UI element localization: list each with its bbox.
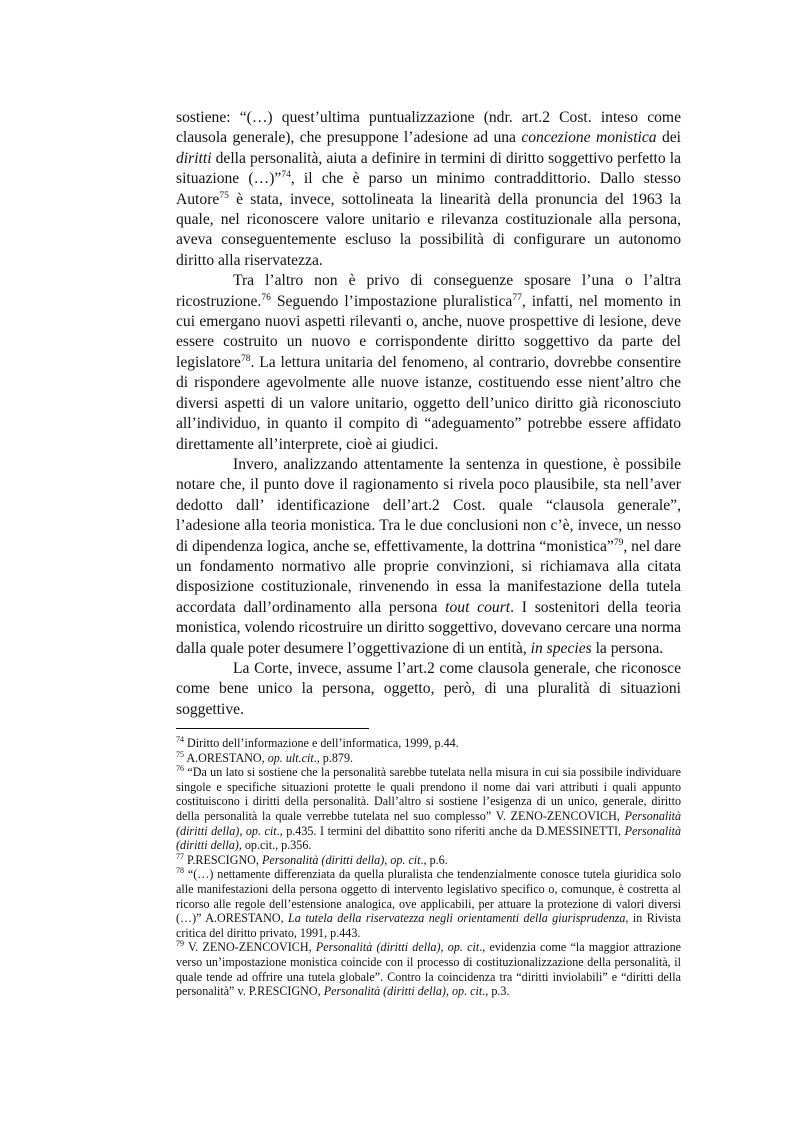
footnote-75: $^{75}$ A.ORESTANO, op. ult.cit., p.879.: [176, 749, 354, 765]
footnote-ref-74[interactable]: 74: [281, 170, 291, 181]
footnote-ref-79[interactable]: 79: [613, 537, 624, 548]
footnote-77: $^{77}$ P.RESCIGNO, Personalità (diritti della), op. cit., p.6.: [176, 851, 448, 867]
footnote-74: $^{74}$ Diritto dell’informazione e dell’informatica, 1999, p.44.: [176, 734, 459, 750]
paragraph-2: Tra l’altro non è privo di conseguenze sposare l’una o l’altra ricostruzione.$^{76}$ Seguendo l’impostazione pluralistica$^{77}$, infatti, nel momento in cui emergano nuovi aspetti rilevanti o, anche, nuove prospettive di lesione, deve essere costruito un nuovo e corrispondente diritto soggettivo da parte del legislatore$^{78}$. La lettura unitaria del fenomeno, al contrario, dovrebbe consentire di rispondere agevolmente alle nuove istanze, costituendo esse nient’altro che diversi aspetti di un valore unitario, oggetto dell’unico diritto già riconosciuto all’individuo, in quanto il compito di “adeguamento” potrebbe essere affidato direttamente all’interprete, cioè ai giudici.: [176, 272, 681, 453]
paragraph-3: Invero, analizzando attentamente la sentenza in questione, è possibile notare che, il punto dove il ragionamento si rivela poco plausibile, sta nell’aver dedotto dall’ identificazione dell’art.2 Cost. quale “clausola generale”, l’adesione alla teoria monistica. Tra le due conclusioni non c’è, invece, un nesso di dipendenza logica, anche se, effettivamente, la dottrina “monistica”$^{79}$, nel dare un fondamento normativo alle proprie convinzioni, si richiamava alla citata disposizione costituzionale, rinvenendo in essa la manifestazione della tutela accordata dall’ordinamento alla persona tout court. I sostenitori della teoria monistica, volendo ricostruire un diritto soggettivo, dovevano cercare una norma dalla quale poter desumere l’oggettivazione di un entità, in species la persona.: [176, 455, 681, 657]
footnote-ref-78[interactable]: 78: [240, 353, 251, 364]
paragraph-4: La Corte, invece, assume l’art.2 come clausola generale, che riconosce come bene unico la persona, oggetto, però, di una pluralità di situazioni soggettive.: [176, 659, 681, 718]
footnote-ref-75[interactable]: 75: [219, 190, 229, 201]
footnote-76: $^{76}$ “Da un lato si sostiene che la personalità sarebbe tutelata nella misura in cui sia possibile individuare singole e specifiche situazioni protette le quali prendono il nome dai vari attributi i quali appunto costituiscono i diritti della personalità. Dall’altro si sostiene l’esigenza di un unico, generale, diritto della personalità la quale verrebbe tutelata nel suo complesso” V. ZENO-ZENCOVICH, Personalità (diritti della), op. cit., p.435. I termini del dibattito sono riferiti anche da D.MESSINETTI, Personalità (diritti della), op.cit., p.356.: [176, 764, 681, 853]
paragraph-1: sostiene: “(…) quest’ultima puntualizzazione (ndr. art.2 Cost. inteso come clausola generale), che presuppone l’adesione ad una concezione monistica dei diritti della personalità, aiuta a definire in termini di diritto soggettivo perfetto la situazione (…)”$^{74}$, il che è parso un minimo contraddittorio. Dallo stesso Autore$^{75}$ è stata, invece, sottolineata la linearità della pronuncia del 1963 la quale, nel riconoscere valore unitario e rilevanza costituzionale alla persona, aveva conseguentemente escluso la possibilità di configurare un autonomo diritto alla riservatezza.: [176, 109, 681, 269]
footnotes: [176, 736, 681, 999]
footnote-separator: [176, 728, 369, 729]
footnote-78: $^{78}$ “(…) nettamente differenziata da quella pluralista che tendenzialmente conosce tutela giuridica solo alle manifestazioni della persona oggetto di intervento legislativo specifico o, comunque, è costretta al ricorso alle regole dell’estensione analogica, ove applicabili, per attuare la protezione di valori diversi (…)” A.ORESTANO, La tutela della riservatezza negli orientamenti della giurisprudenza, in Rivista critica del diritto privato, 1991, p.443.: [176, 866, 681, 940]
footnote-ref-77[interactable]: 77: [512, 292, 522, 303]
footnote-ref-76[interactable]: 76: [261, 292, 271, 303]
body-text: [176, 108, 681, 720]
footnote-79: $^{79}$ V. ZENO-ZENCOVICH, Personalità (diritti della), op. cit., evidenzia come “la maggior attrazione verso un’impostazione monistica coincide con il processo di costituzionalizzazione della personalità, il quale tende ad offrire una tutela globale”. Contro la coincidenza tra “diritti inviolabili” e “diritti della personalità” v. P.RESCIGNO, Personalità (diritti della), op. cit., p.3.: [176, 939, 681, 999]
